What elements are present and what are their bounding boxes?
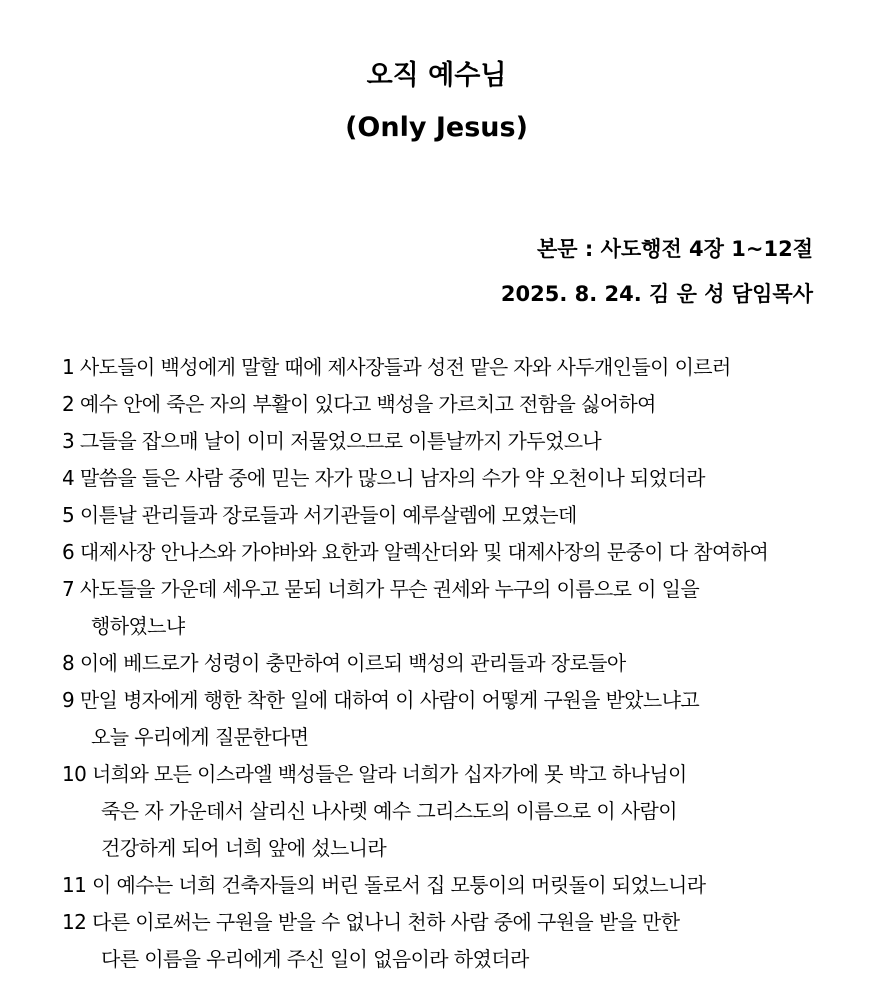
verse-5-line: 5 이튿날 관리들과 장로들과 서기관들이 예루살렘에 모였는데	[62, 503, 577, 527]
verse-8-line: 8 이에 베드로가 성령이 충만하여 이르되 백성의 관리들과 장로들아	[62, 651, 626, 675]
scripture-passage: 본문 : 사도행전 4장 1~12절	[537, 237, 813, 261]
verse-3-line: 3 그들을 잡으매 날이 이미 저물었으므로 이튿날까지 가두었으나	[62, 429, 602, 453]
verse-11-line: 11 이 예수는 너희 건축자들의 버린 돌로서 집 모퉁이의 머릿돌이 되었느니라	[62, 873, 706, 897]
verse-6-line: 6 대제사장 안나스와 가야바와 요한과 알렉산더와 및 대제사장의 문중이 다 참여하여	[62, 540, 769, 564]
verse-7-continuation: 행하였느냐	[91, 614, 185, 638]
sermon-title: 오직 예수님	[366, 60, 507, 91]
verse-10-line: 10 너희와 모든 이스라엘 백성들은 알라 너희가 십자가에 못 박고 하나님이	[62, 762, 687, 786]
verse-7-line: 7 사도들을 가운데 세우고 묻되 너희가 무슨 권세와 누구의 이름으로 이 일을	[62, 577, 700, 601]
verse-1-line: 1 사도들이 백성에게 말할 때에 제사장들과 성전 맡은 자와 사두개인들이 이르러	[62, 355, 731, 379]
verse-4-line: 4 말씀을 들은 사람 중에 믿는 자가 많으니 남자의 수가 약 오천이나 되었더라	[62, 466, 705, 490]
verse-10-continuation-1: 죽은 자 가운데서 살리신 나사렛 예수 그리스도의 이름으로 이 사람이	[101, 799, 677, 823]
verse-12-line: 12 다른 이로써는 구원을 받을 수 없나니 천하 사람 중에 구원을 받을 만한	[62, 910, 680, 934]
sermon-subtitle: (Only Jesus)	[345, 112, 528, 143]
verse-10-continuation-2: 건강하게 되어 너희 앞에 섰느니라	[101, 836, 387, 860]
verse-2-line: 2 예수 안에 죽은 자의 부활이 있다고 백성을 가르치고 전함을 싫어하여	[62, 392, 656, 416]
date-and-preacher: 2025. 8. 24. 김 운 성 담임목사	[500, 282, 813, 306]
verse-12-continuation: 다른 이름을 우리에게 주신 일이 없음이라 하였더라	[101, 947, 529, 971]
verse-9-continuation: 오늘 우리에게 질문한다면	[91, 725, 309, 749]
verse-9-line: 9 만일 병자에게 행한 착한 일에 대하여 이 사람이 어떻게 구원을 받았느냐고	[62, 688, 700, 712]
scripture-text	[62, 349, 852, 978]
